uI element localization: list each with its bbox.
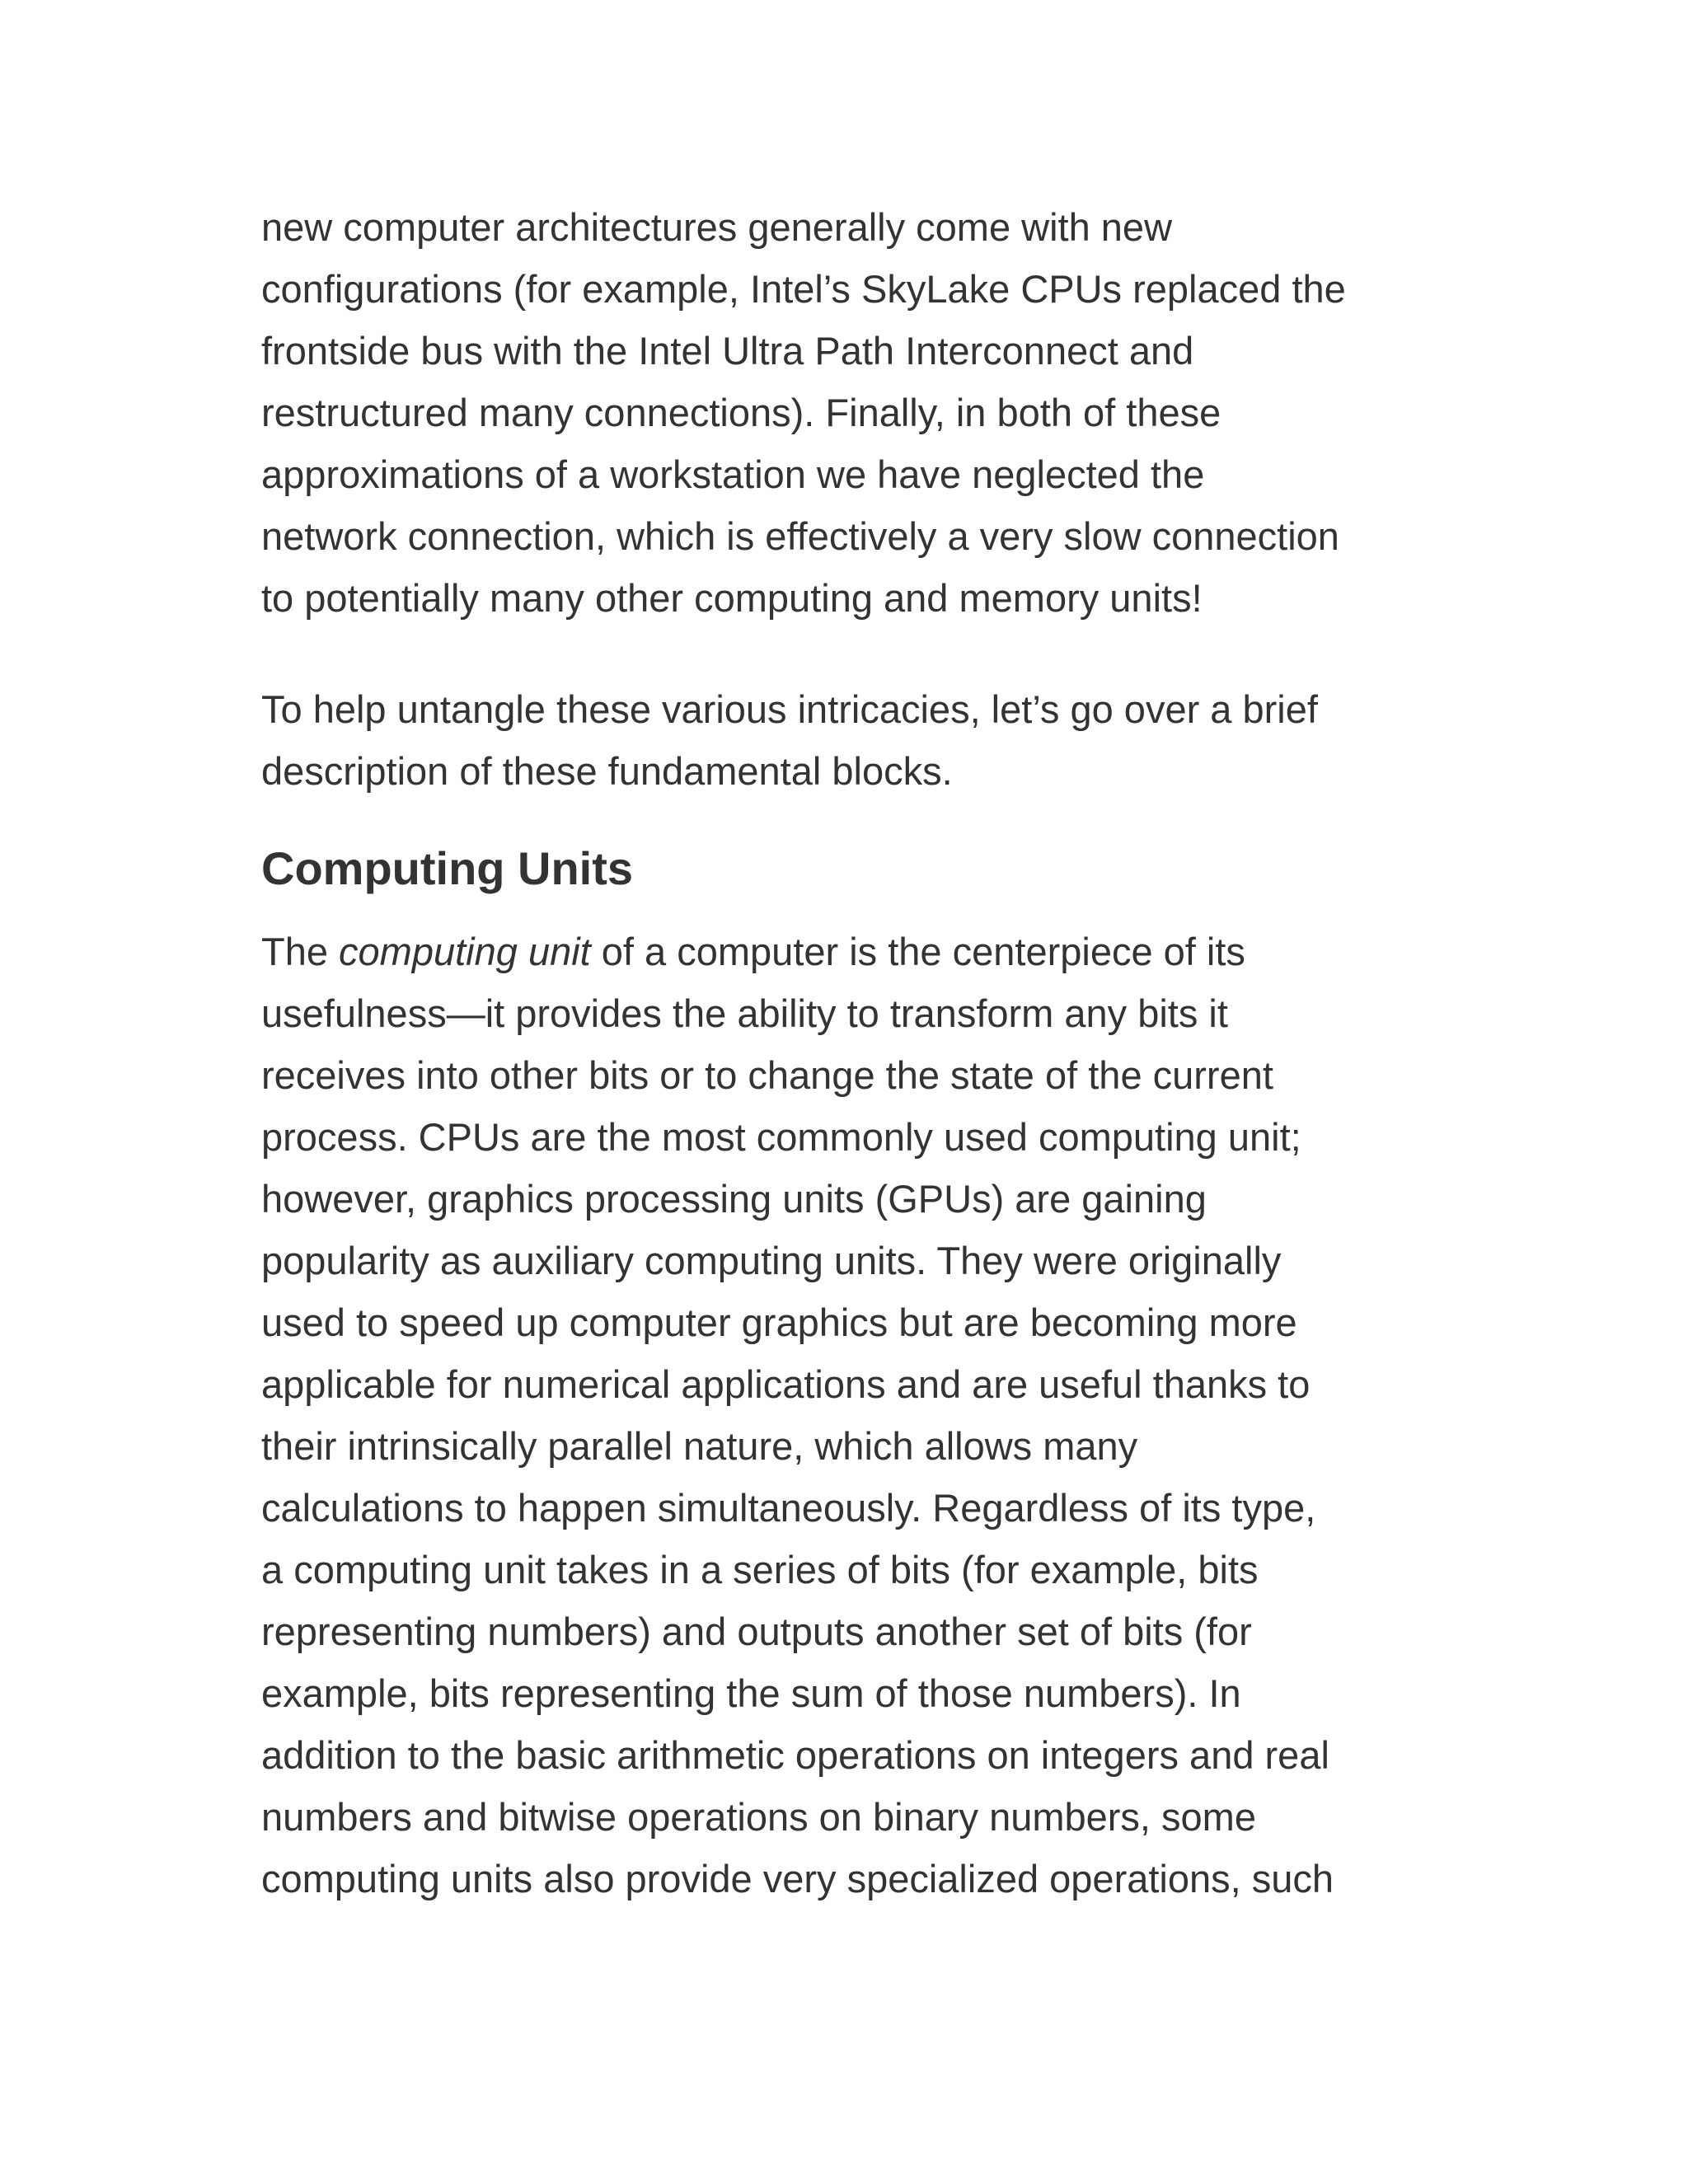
emphasis-term: computing unit: [339, 930, 591, 973]
text-line: applicable for numerical applications and are useful thanks to: [261, 1362, 1311, 1406]
text-line: a computing unit takes in a series of bits (for example, bits: [261, 1548, 1259, 1591]
paragraph-architectures: [261, 196, 1432, 629]
text-run: of a computer is the centerpiece of its: [590, 930, 1245, 973]
text-line: configurations (for example, Intel’s SkyLake CPUs replaced the: [261, 267, 1346, 311]
text-line: new computer architectures generally come with new: [261, 205, 1173, 249]
text-run: The: [261, 930, 340, 973]
text-line: usefulness—it provides the ability to transform any bits it: [261, 991, 1228, 1035]
text-line: process. CPUs are the most commonly used computing unit;: [261, 1115, 1301, 1159]
text-line: To help untangle these various intricacies, let’s go over a brief: [261, 687, 1318, 731]
text-line: however, graphics processing units (GPUs) are gaining: [261, 1177, 1207, 1221]
text-line: calculations to happen simultaneously. Regardless of its type,: [261, 1486, 1316, 1530]
text-line: receives into other bits or to change the state of the current: [261, 1053, 1273, 1097]
paragraph-computing-unit: [261, 921, 1432, 1910]
section-heading: Computing Units: [261, 842, 634, 894]
text-line: computing units also provide very specialized operations, such: [261, 1857, 1334, 1900]
text-line: description of these fundamental blocks.: [261, 749, 953, 793]
text-line: used to speed up computer graphics but are becoming more: [261, 1301, 1297, 1344]
text-line: network connection, which is effectively a very slow connection: [261, 514, 1339, 558]
text-line: to potentially many other computing and memory units!: [261, 576, 1203, 620]
text-line: addition to the basic arithmetic operations on integers and real: [261, 1733, 1329, 1777]
document-page: [261, 196, 1432, 1910]
text-line: example, bits representing the sum of those numbers). In: [261, 1671, 1241, 1715]
text-line: their intrinsically parallel nature, which allows many: [261, 1424, 1138, 1468]
text-line: frontside bus with the Intel Ultra Path Interconnect and: [261, 329, 1194, 373]
text-line: popularity as auxiliary computing units. They were originally: [261, 1239, 1282, 1282]
text-line-first: [261, 921, 1432, 982]
paragraph-untangle: [261, 678, 1432, 802]
text-line: approximations of a workstation we have neglected the: [261, 452, 1205, 496]
text-line: numbers and bitwise operations on binary numbers, some: [261, 1795, 1256, 1839]
text-line: restructured many connections). Finally, in both of these: [261, 391, 1221, 434]
text-line: representing numbers) and outputs another set of bits (for: [261, 1610, 1252, 1653]
